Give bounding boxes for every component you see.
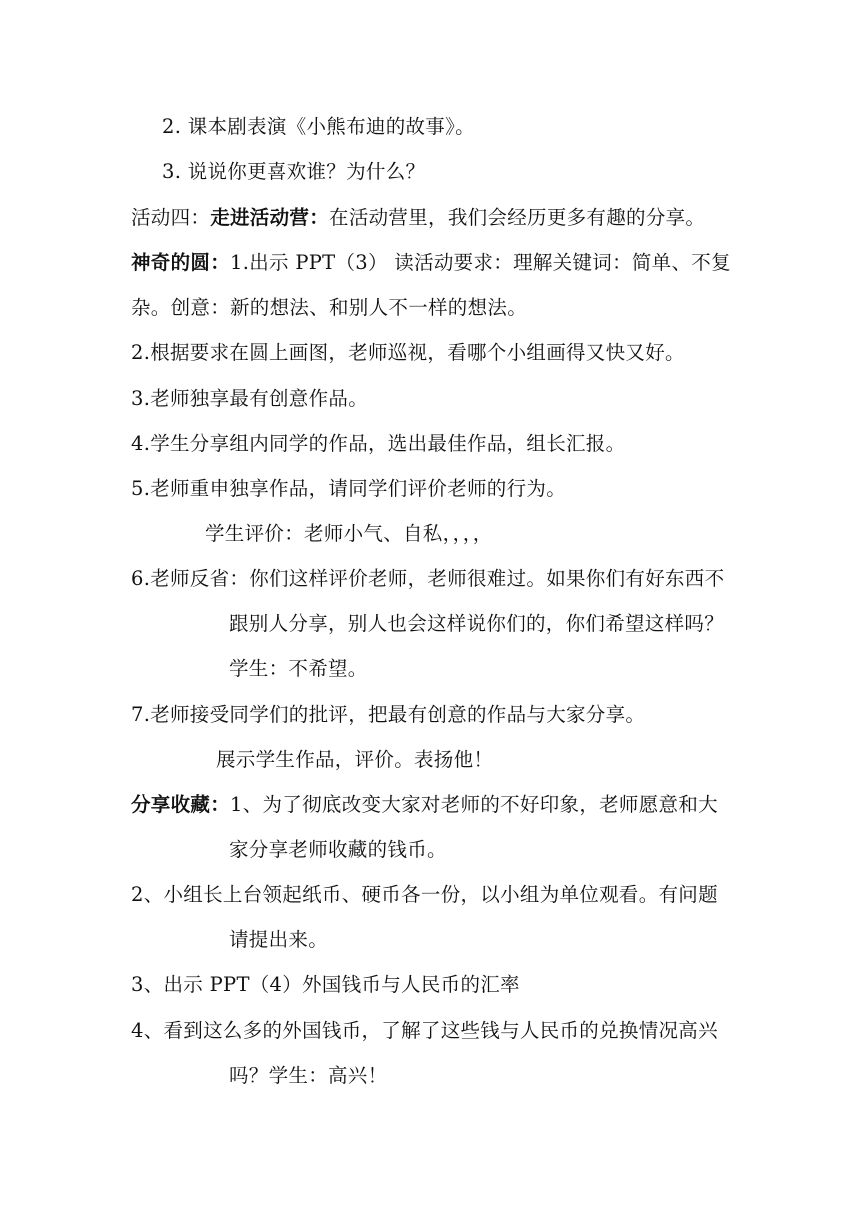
activity-label: 活动四： bbox=[131, 206, 211, 229]
paragraph-line: 2、小组长上台领起纸币、硬币各一份，以小组为单位观看。有问题 bbox=[131, 883, 718, 906]
paragraph-line: 2.根据要求在圆上画图，老师巡视，看哪个小组画得又快又好。 bbox=[131, 341, 685, 364]
paragraph-line bbox=[131, 250, 731, 276]
section-heading: 分享收藏： bbox=[131, 793, 231, 816]
paragraph-text: 1、为了彻底改变大家对老师的不好印象，老师愿意和大 bbox=[230, 793, 718, 816]
paragraph-line: 3. 说说你更喜欢谁？为什么？ bbox=[162, 160, 426, 183]
section-heading: 神奇的圆： bbox=[131, 251, 231, 274]
paragraph-line: 3、出示 PPT（4）外国钱币与人民币的汇率 bbox=[131, 973, 520, 996]
paragraph-line: 请提出来。 bbox=[229, 928, 329, 951]
paragraph-line: 杂。创意：新的想法、和别人不一样的想法。 bbox=[131, 296, 528, 319]
paragraph-line: 5.老师重申独享作品，请同学们评价老师的行为。 bbox=[131, 477, 567, 500]
section-heading: 走进活动营： bbox=[210, 206, 330, 229]
paragraph-line: 6.老师反省：你们这样评价老师，老师很难过。如果你们有好东西不 bbox=[131, 567, 725, 590]
paragraph-line: 2. 课本剧表演《小熊布迪的故事》。 bbox=[162, 115, 475, 138]
paragraph-text: 1.出示 PPT（3） 读活动要求：理解关键词：简单、不复 bbox=[230, 251, 731, 274]
paragraph-line bbox=[131, 792, 718, 818]
paragraph-line: 学生评价：老师小气、自私，，，， bbox=[205, 522, 493, 545]
paragraph-line: 7.老师接受同学们的批评，把最有创意的作品与大家分享。 bbox=[131, 703, 646, 726]
paragraph-line: 4.学生分享组内同学的作品，选出最佳作品，组长汇报。 bbox=[131, 432, 626, 455]
paragraph-line bbox=[131, 205, 705, 231]
paragraph-line: 家分享老师收藏的钱币。 bbox=[229, 838, 447, 861]
paragraph-line: 展示学生作品，评价。表扬他！ bbox=[216, 748, 494, 771]
paragraph-line: 吗？学生：高兴！ bbox=[229, 1064, 388, 1087]
paragraph-line: 学生：不希望。 bbox=[229, 657, 368, 680]
paragraph-text: 在活动营里，我们会经历更多有趣的分享。 bbox=[329, 206, 706, 229]
paragraph-line: 4、看到这么多的外国钱币，了解了这些钱与人民币的兑换情况高兴 bbox=[131, 1019, 718, 1042]
paragraph-line: 跟别人分享，别人也会这样说你们的，你们希望这样吗？ bbox=[229, 612, 725, 635]
paragraph-line: 3.老师独享最有创意作品。 bbox=[131, 387, 369, 410]
